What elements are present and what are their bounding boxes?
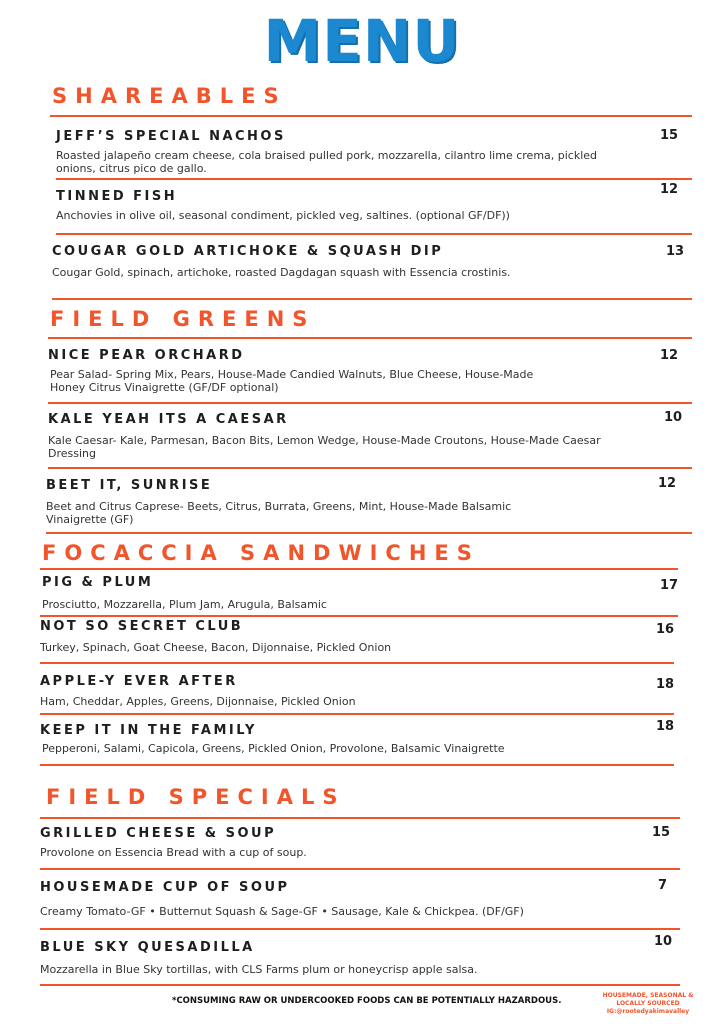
item-divider	[48, 402, 692, 404]
item-name: KALE YEAH ITS A CAESAR	[48, 412, 289, 427]
item-divider	[40, 984, 680, 986]
item-divider	[56, 233, 692, 235]
item-price: 12	[660, 182, 679, 197]
item-name: GRILLED CHEESE & SOUP	[40, 826, 277, 841]
item-divider	[40, 928, 680, 930]
section-heading-field-greens: FIELD GREENS	[50, 307, 316, 331]
item-name: JEFF’S SPECIAL NACHOS	[56, 129, 286, 144]
item-description: Prosciutto, Mozzarella, Plum Jam, Arugula, Balsamic	[42, 598, 327, 611]
item-divider	[40, 615, 678, 617]
item-price: 12	[660, 348, 679, 363]
item-description: Turkey, Spinach, Goat Cheese, Bacon, Dijonnaise, Pickled Onion	[40, 641, 392, 654]
item-description: Anchovies in olive oil, seasonal condiment, pickled veg, saltines. (optional GF/DF))	[56, 209, 510, 222]
item-name: TINNED FISH	[56, 189, 178, 204]
menu-title: MENU	[263, 7, 461, 75]
item-description: Roasted jalapeño cream cheese, cola braised pulled pork, mozzarella, cilantro lime crema, pickled onions, citrus pico de gallo.	[56, 149, 598, 175]
footer-tag-line: LOCALLY SOURCED	[616, 1000, 680, 1007]
section-divider	[48, 337, 692, 339]
footer-tag-line: HOUSEMADE, SEASONAL &	[602, 992, 694, 999]
item-price: 7	[658, 878, 668, 893]
item-divider	[40, 868, 680, 870]
item-price: 10	[664, 410, 683, 425]
item-price: 13	[666, 244, 685, 259]
section-divider	[40, 568, 678, 570]
item-divider	[48, 467, 692, 469]
item-description: Beet and Citrus Caprese- Beets, Citrus, Burrata, Greens, Mint, House-Made Balsamic Vinaigrette (GF)	[46, 500, 512, 526]
item-description: Pear Salad- Spring Mix, Pears, House-Made Candied Walnuts, Blue Cheese, House-Made Honey Citrus Vinaigrette (GF/DF optional)	[50, 368, 534, 394]
item-description: Creamy Tomato-GF • Butternut Squash & Sage-GF • Sausage, Kale & Chickpea. (DF/GF)	[40, 905, 524, 918]
item-description: Pepperoni, Salami, Capicola, Greens, Pickled Onion, Provolone, Balsamic Vinaigrette	[42, 742, 505, 755]
section-divider	[40, 817, 680, 819]
item-name: BLUE SKY QUESADILLA	[40, 940, 255, 955]
item-divider	[40, 713, 674, 715]
item-name: APPLE-Y EVER AFTER	[40, 674, 238, 689]
section-heading-field-specials: FIELD SPECIALS	[46, 785, 346, 809]
item-description: Ham, Cheddar, Apples, Greens, Dijonnaise, Pickled Onion	[40, 695, 356, 708]
instagram-handle: IG:@rootedyakimavalley	[606, 1008, 690, 1015]
item-price: 12	[658, 476, 677, 491]
item-name: HOUSEMADE CUP OF SOUP	[40, 880, 290, 895]
item-name: NOT SO SECRET CLUB	[40, 619, 244, 634]
footer-tagline	[596, 992, 700, 1016]
item-divider	[40, 662, 674, 664]
item-price: 17	[660, 578, 679, 593]
item-name: PIG & PLUM	[42, 575, 154, 590]
item-price: 15	[652, 825, 671, 840]
item-name: KEEP IT IN THE FAMILY	[40, 723, 257, 738]
item-description: Provolone on Essencia Bread with a cup of soup.	[40, 846, 307, 859]
section-heading-focaccia-sandwiches: FOCACCIA SANDWICHES	[42, 541, 480, 565]
item-price: 18	[656, 719, 675, 734]
item-divider	[52, 298, 692, 300]
item-name: NICE PEAR ORCHARD	[48, 348, 245, 363]
item-name: COUGAR GOLD ARTICHOKE & SQUASH DIP	[52, 244, 444, 259]
item-description: Cougar Gold, spinach, artichoke, roasted Dagdagan squash with Essencia crostinis.	[52, 266, 511, 279]
item-price: 18	[656, 677, 675, 692]
item-description: Mozzarella in Blue Sky tortillas, with CLS Farms plum or honeycrisp apple salsa.	[40, 963, 478, 976]
section-heading-shareables: SHAREABLES	[52, 84, 287, 108]
section-divider	[50, 115, 692, 117]
item-price: 10	[654, 934, 673, 949]
item-name: BEET IT, SUNRISE	[46, 478, 213, 493]
item-divider	[40, 764, 674, 766]
item-description: Kale Caesar- Kale, Parmesan, Bacon Bits, Lemon Wedge, House-Made Croutons, House-Made Caesar Dressing	[48, 434, 601, 460]
item-price: 15	[660, 128, 679, 143]
item-divider	[46, 532, 692, 534]
footer-warning: *CONSUMING RAW OR UNDERCOOKED FOODS CAN BE POTENTIALLY HAZARDOUS.	[172, 996, 562, 1006]
item-divider	[56, 178, 692, 180]
item-price: 16	[656, 622, 675, 637]
